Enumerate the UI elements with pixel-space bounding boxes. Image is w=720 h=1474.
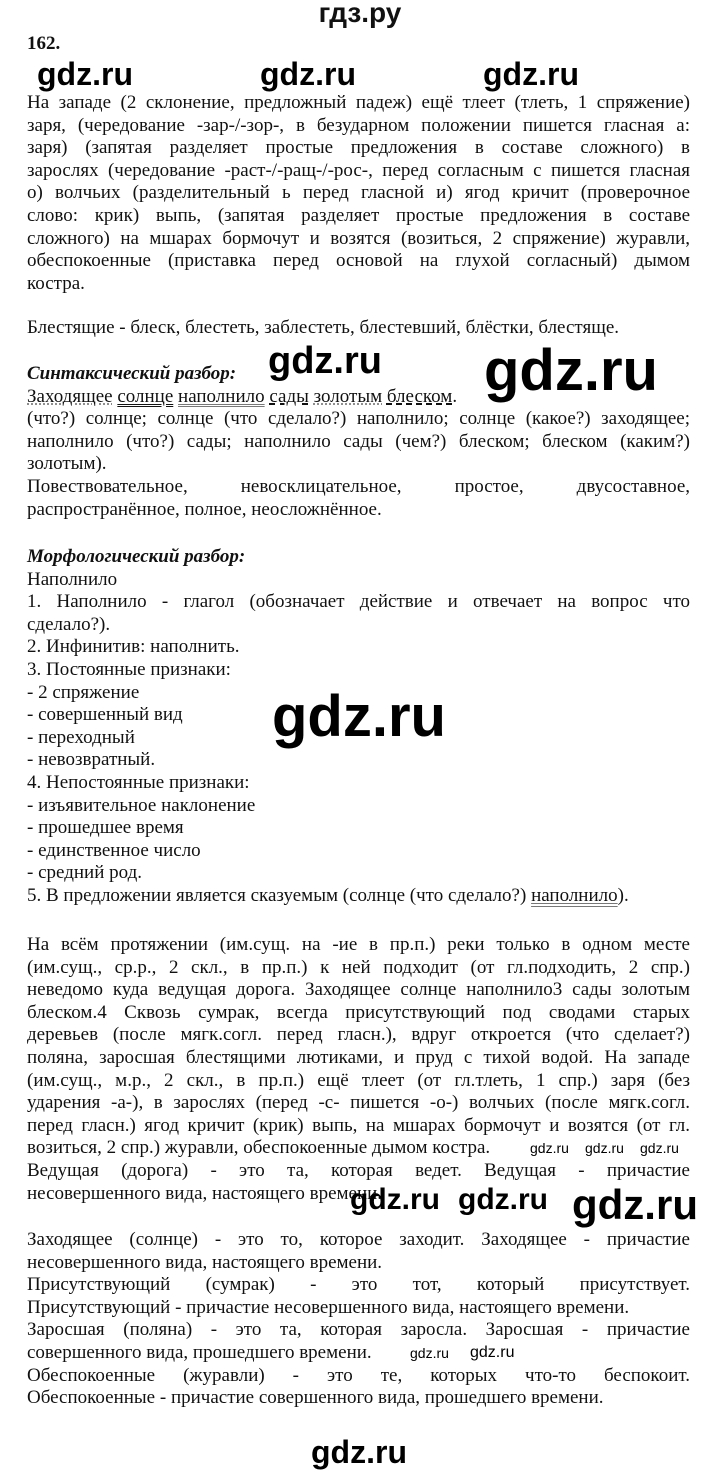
text-line: деревьев (после мягк.согл. перед гласн.), вдруг откроется (что сделает?)	[27, 1024, 690, 1046]
text-line: - 2 спряжение	[27, 681, 140, 703]
text-line: Присутствующий (сумрак) - это тот, который присутствует.	[27, 1274, 690, 1296]
analyzed-sentence	[27, 386, 457, 409]
syntax-heading: Синтаксический разбор:	[27, 363, 237, 384]
watermark: gdz.ru	[458, 1183, 548, 1216]
text-line: Наполнило	[27, 568, 118, 590]
text-line: Заросшая (поляна) - это та, которая заросла. Заросшая - причастие	[27, 1319, 690, 1341]
paragraph-3	[27, 934, 690, 1205]
word-attribute: Заходящее	[27, 385, 113, 407]
text-line	[27, 885, 629, 908]
text-line: перед гласн.) ягод кричит (крик) выпь, на мшарах бормочут и возятся (от гл.	[27, 1114, 690, 1136]
watermark: gdz.ru	[260, 56, 356, 92]
text-line: - изъявительное наклонение	[27, 794, 256, 816]
text-line: 2. Инфинитив: наполнить.	[27, 636, 240, 658]
watermark: gdz.ru	[483, 56, 579, 92]
watermark: gdz.ru	[268, 340, 382, 382]
definitions	[27, 1229, 690, 1410]
text-line: Заходящее (солнце) - это то, которое заходит. Заходящее - причастие	[27, 1229, 690, 1250]
text-segment: 5. В предложении является сказуемым (солнце (что сделало?)	[27, 884, 532, 906]
text-line: - прошедшее время	[27, 817, 184, 839]
watermark: gdz.ru	[572, 1181, 698, 1228]
text-line: - совершенный вид	[27, 704, 183, 726]
text-line: наполнило (что?) сады; наполнило сады (чем?) блеском; блеском (каким?)	[27, 430, 690, 452]
word-predicate: наполнило	[178, 385, 265, 407]
text-line: Обеспокоенные (журавли) - это те, которых что-то беспокоит.	[27, 1364, 690, 1386]
text-line: 3. Постоянные признаки:	[27, 658, 231, 680]
text-line: о) волчьих (разделительный ь перед гласной и) ягод кричит (проверочное	[27, 182, 690, 204]
text-line: (им.сущ., ср.р., 2 скл., в пр.п.) к ней подходит (от гл.подходить, 2 спр.)	[27, 956, 690, 978]
watermark: gdz.ru	[470, 1344, 515, 1361]
text-line: 1. Наполнило - глагол (обозначает действие и отвечает на вопрос что	[27, 591, 690, 613]
word-predicate: наполнило	[531, 884, 618, 906]
text-line: несовершенного вида, настоящего времени.	[27, 1251, 383, 1273]
watermark: gdz.ru	[350, 1183, 440, 1216]
text-line: Блестящие - блеск, блестеть, заблестеть, блестевший, блёстки, блестяще.	[27, 317, 620, 338]
word-object: блеском	[386, 385, 453, 407]
text-segment: ).	[617, 884, 629, 906]
watermark: gdz.ru	[585, 1140, 624, 1156]
text-line: (что?) солнце; солнце (что сделало?) наполнило; солнце (какое?) заходящее;	[27, 408, 690, 430]
text-line: - единственное число	[27, 839, 201, 861]
text-line: ударения -а-), в зарослях (перед -с- пишется -о-) волчьих (после мягк.согл.	[27, 1092, 690, 1114]
watermark: gdz.ru	[530, 1140, 569, 1156]
text-line: Повествовательное, невосклицательное, простое, двусоставное,	[27, 475, 690, 497]
text-line: заря) (запятая разделяет простые предложения в составе сложного) в	[27, 137, 690, 159]
text-line: поляна, заросшая блестящими лютиками, и пруд с тихой водой. На западе	[27, 1046, 690, 1068]
text-line: 4. Непостоянные признаки:	[27, 771, 250, 793]
text-line: неведомо куда ведущая дорога. Заходящее солнце наполнило3 сады золотым	[27, 979, 690, 1001]
text-line: заря, (чередование -зар-/-зор-, в безударном положении пишется гласная а:	[27, 114, 690, 136]
text-line: (им.сущ., м.р., 2 скл., в пр.п.) ещё тлеет (от гл.тлеть, 1 спр.) заря (без	[27, 1069, 690, 1091]
period: .	[452, 385, 458, 407]
text-line: возиться, 2 спр.) журавли, обеспокоенные дымом костра.	[27, 1137, 491, 1159]
text-line: обеспокоенные (приставка перед основой на глухой согласный) дымом	[27, 250, 690, 272]
text-line: На всём протяжении (им.сущ. на -ие в пр.п.) реки только в одном месте	[27, 934, 690, 955]
text-line: блеском.4 Сквозь сумрак, всегда присутствующий под сводами старых	[27, 1001, 690, 1023]
watermark: gdz.ru	[640, 1140, 679, 1156]
text-line: - средний род.	[27, 862, 142, 884]
word-object: сады	[269, 385, 309, 407]
text-line: зарослях (чередование -раст-/-ращ-/-рос-, перед согласным с пишется гласная	[27, 159, 690, 181]
text-line: Ведущая (дорога) - это та, которая ведет. Ведущая - причастие	[27, 1159, 690, 1181]
text-line: золотым).	[27, 453, 107, 475]
text-line: распространённое, полное, неосложнённое.	[27, 498, 382, 520]
watermark: gdz.ru	[311, 1434, 407, 1470]
watermark: gdz.ru	[484, 338, 658, 403]
task-number: 162.	[27, 33, 61, 54]
text-line: Обеспокоенные - причастие совершенного вида, прошедшего времени.	[27, 1387, 604, 1409]
text-line: совершенного вида, прошедшего времени.	[27, 1341, 372, 1363]
word-subject: солнце	[117, 385, 174, 407]
text-line: На западе (2 склонение, предложный падеж) ещё тлеет (тлеть, 1 спряжение)	[27, 92, 690, 113]
watermark: gdz.ru	[272, 684, 446, 749]
text-line: Присутствующий - причастие несовершенного вида, настоящего времени.	[27, 1296, 630, 1318]
text-line: сложного) на мшарах бормочут и возятся (возиться, 2 спряжение) журавли,	[27, 227, 690, 249]
text-line: несовершенного вида, настоящего времени.	[27, 1182, 383, 1204]
watermark: gdz.ru	[37, 56, 133, 92]
paragraph-1	[27, 92, 690, 295]
text-line: слово: крик) выпь, (запятая разделяет простые предложения в составе	[27, 204, 690, 226]
morphology-heading: Морфологический разбор:	[27, 546, 246, 567]
site-title: гдз.ру	[318, 0, 402, 28]
text-line: сделало?).	[27, 613, 111, 635]
word-attribute: золотым	[313, 385, 383, 407]
text-line: - невозвратный.	[27, 749, 156, 771]
text-line: костра.	[27, 272, 85, 294]
related-words	[27, 317, 690, 340]
text-line: - переходный	[27, 726, 135, 748]
watermark: gdz.ru	[410, 1345, 449, 1361]
